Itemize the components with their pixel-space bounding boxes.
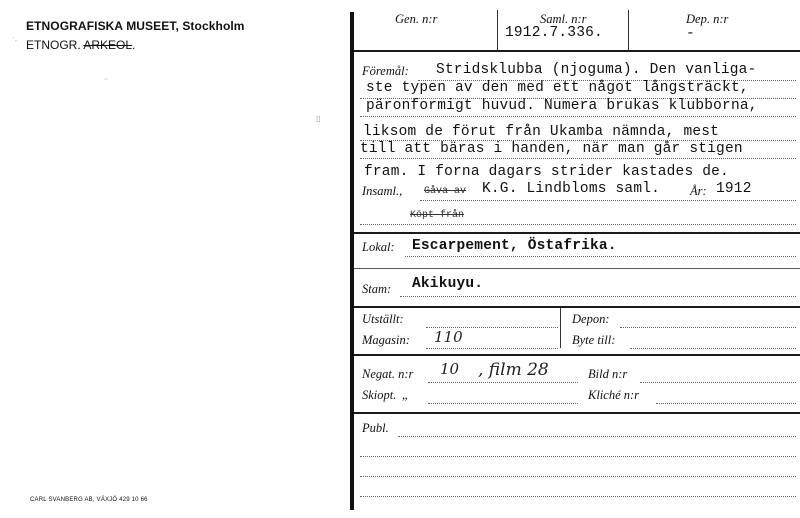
utstallt-label: Utställt: [362,312,404,326]
magasin-value: 110 [434,328,463,346]
saml-value: 1912.7.336. [505,25,603,41]
header-separator [628,10,629,50]
rule [354,50,800,52]
kliche-label: Kliché n:r [588,388,640,402]
insaml-struck: Gåva av [424,186,467,197]
dotted-line [398,436,796,437]
ar-value: 1912 [716,181,752,197]
dotted-line [360,456,796,457]
foremal-line: fram. I forna dagars strider kastades de. [364,164,729,180]
dotted-line [428,403,578,404]
rule [354,412,800,414]
foremal-label: Föremål: [362,64,409,78]
saml-label: Saml. n:r [540,12,587,26]
dotted-line [400,296,796,297]
scan-speck: ⁻ [104,76,109,85]
dotted-line [360,496,796,497]
department-prefix: ETNOGR. [26,38,81,52]
header-separator [497,10,498,50]
stam-label: Stam: [362,282,392,296]
department-struck: ARKEOL [83,38,133,52]
foremal-line: till att bäras i handen, när man går stigen [360,141,743,157]
scan-speck: ⁞⁞ [316,115,321,124]
gen-label: Gen. n:r [395,12,438,26]
insaml-struck-2: Köpt från [410,210,465,221]
dotted-line [640,382,796,383]
dotted-line [420,200,796,201]
depon-label: Depon: [572,312,610,326]
card-divider [350,12,354,510]
museum-name: ETNOGRAFISKA MUSEET, Stockholm [26,19,245,33]
negat-label: Negat. n:r [362,367,414,381]
foremal-line: Stridsklubba (njoguma). Den vanliga- [436,62,757,78]
dep-label: Dep. n:r [686,12,729,26]
scan-speck: ˙· [12,36,18,45]
lokal-label: Lokal: [362,240,395,254]
skiopt-label: Skiopt. [362,388,397,402]
insaml-label: Insaml., [362,184,403,198]
department-line [26,38,135,52]
negat-film: , film 28 [478,360,549,380]
ar-label: År: [690,184,707,198]
lokal-value: Escarpement, Östafrika. [412,238,617,254]
rule [354,268,800,269]
foremal-line: päronformigt huvud. Numera brukas klubborna, [366,98,758,114]
skiopt-value: „ [402,388,409,402]
insaml-value: K.G. Lindbloms saml. [482,181,661,197]
department-suffix: . [132,38,136,52]
dotted-line [620,327,796,328]
bild-label: Bild n:r [588,367,628,381]
foremal-line: ste typen av den med ett något långsträckt, [366,80,749,96]
rule [354,354,800,356]
dotted-line [360,158,796,159]
foremal-line: liksom de förut från Ukamba nämnda, mest [363,124,720,140]
publ-label: Publ. [362,421,389,435]
byte-label: Byte till: [572,333,616,347]
dotted-line [630,348,796,349]
dotted-line [360,476,796,477]
field-separator [560,308,561,348]
dotted-line [405,256,796,257]
dotted-line [360,116,796,117]
rule [354,306,800,308]
stam-value: Akikuyu. [412,276,484,292]
rule [354,232,800,234]
dotted-line [360,224,796,225]
printer-imprint: CARL SVANBERG AB, VÄXJÖ 429 10 66 [30,497,148,503]
dotted-line [656,403,796,404]
dep-value: - [686,26,695,42]
dotted-line [426,348,558,349]
dotted-line [428,382,578,383]
negat-value: 10 [440,360,460,378]
magasin-label: Magasin: [362,333,410,347]
